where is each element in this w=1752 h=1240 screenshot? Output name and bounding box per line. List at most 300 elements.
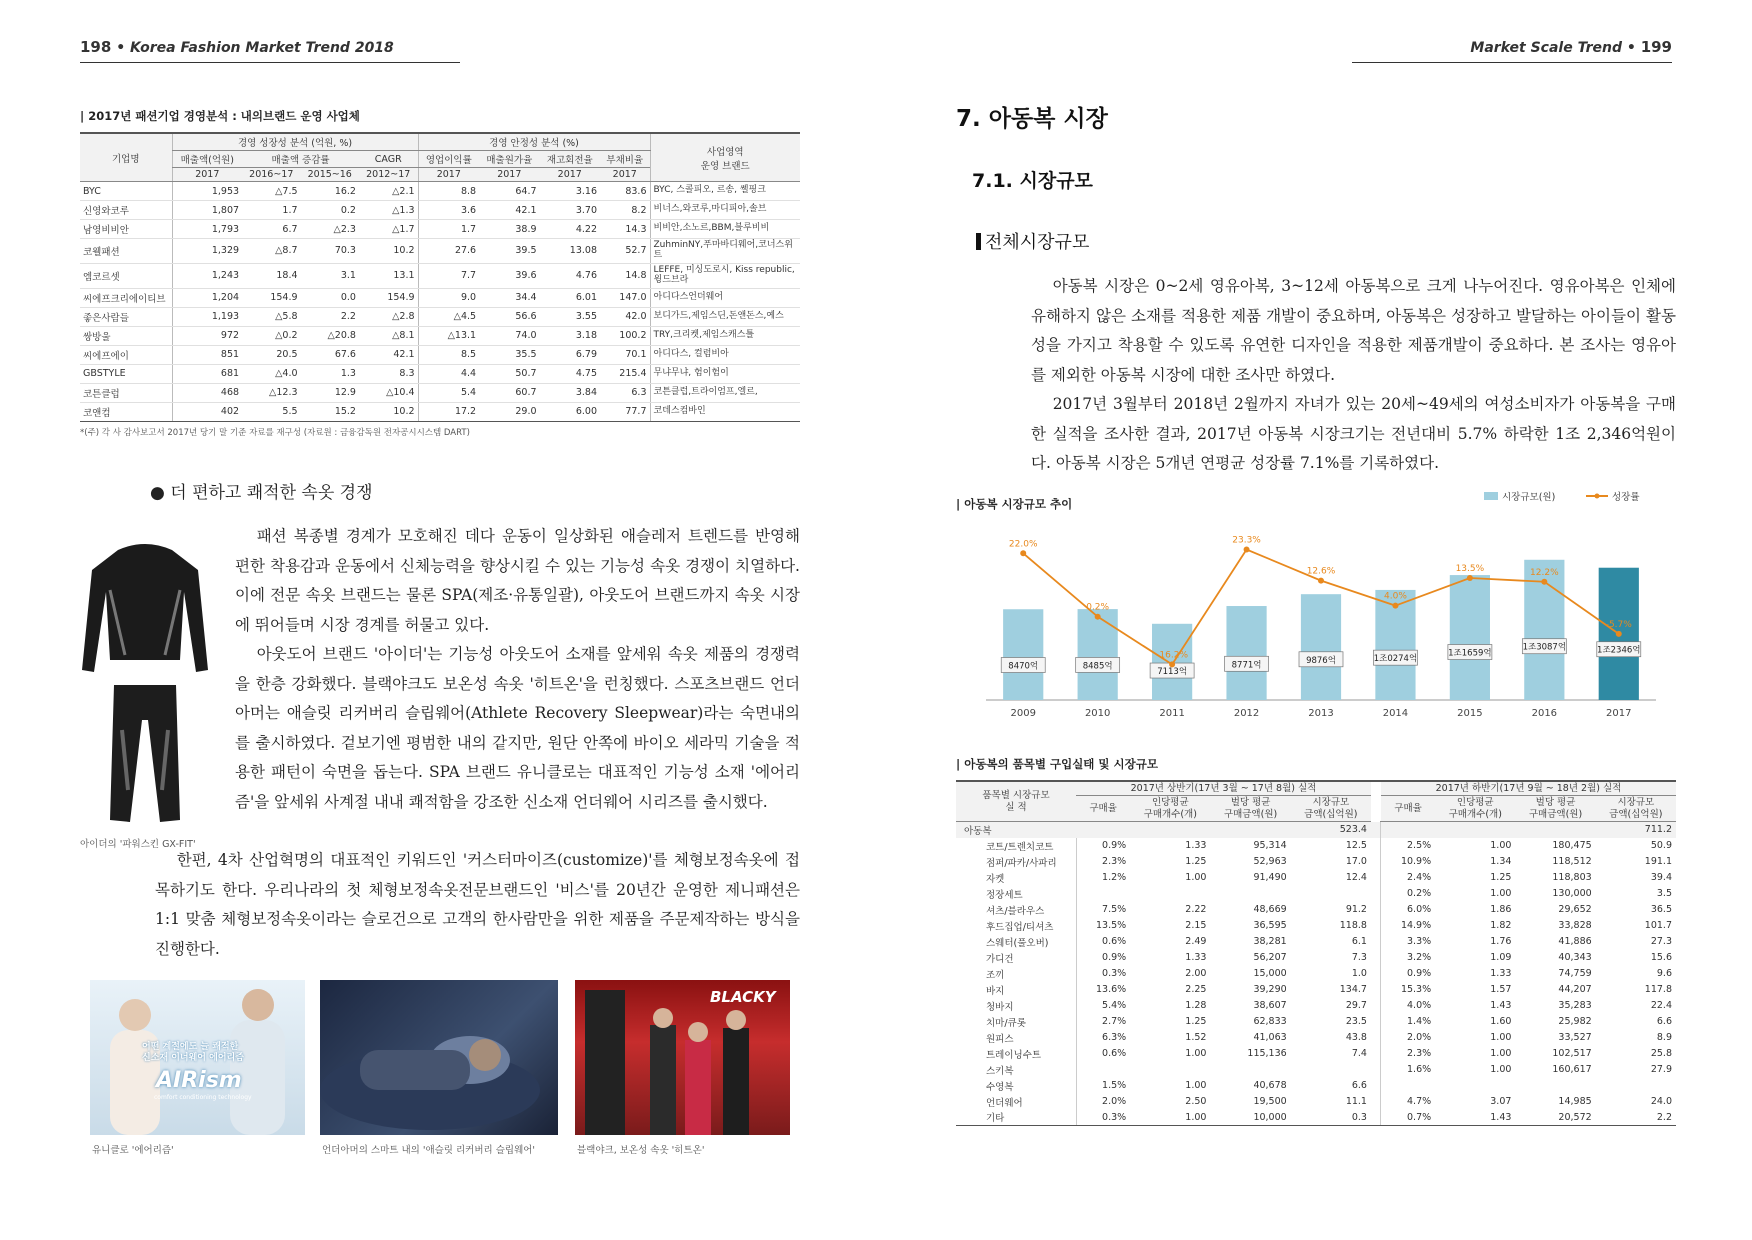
cell-a2: 14,985	[1558, 1096, 1592, 1108]
x-tick-label: 2009	[1010, 708, 1036, 719]
cell-op: 7.7	[418, 263, 479, 288]
right-page	[876, 0, 1752, 1240]
cell-g2: 67.6	[301, 345, 359, 364]
photo-caption: 언더아머의 스마트 내의 '애슬릿 리커버리 슬립웨어'	[322, 1145, 536, 1156]
bar	[1003, 609, 1043, 700]
table-row	[80, 307, 800, 326]
cell-item: 바지	[986, 985, 1005, 997]
growth-label: 0.2%	[1086, 602, 1110, 613]
cell-m1: 7.4	[1351, 1048, 1367, 1060]
th-inv-turnover: 재고회전율	[540, 151, 600, 168]
cell-op: 8.5	[418, 345, 479, 364]
cell-c1	[1130, 886, 1210, 902]
cell-cagr: △1.7	[359, 220, 418, 239]
cell-g1: △4.0	[242, 364, 300, 383]
cell-r2: 3.2%	[1381, 950, 1435, 966]
cell-a2: 180,475	[1552, 840, 1592, 852]
page-number: 199	[1640, 38, 1672, 56]
cell-sales: 681	[172, 364, 242, 383]
cell-r1: 1.5%	[1076, 1078, 1130, 1094]
cell-cost: 35.5	[479, 345, 539, 364]
cell-a2: 102,517	[1552, 1048, 1592, 1060]
small-title-text: 전체시장규모	[985, 232, 1090, 253]
cell-r2: 14.9%	[1381, 918, 1435, 934]
x-tick-label: 2011	[1159, 708, 1185, 719]
cell-a2: 33,828	[1558, 920, 1592, 932]
cell-r2: 4.7%	[1381, 1094, 1435, 1110]
cell-cost: 39.5	[479, 239, 539, 264]
cell-inv: 3.55	[540, 307, 600, 326]
cell-a2: 130,000	[1552, 888, 1592, 900]
cell-c1: 1.00	[1130, 1110, 1210, 1126]
table-row	[956, 982, 1676, 998]
cell-r1: 1.2%	[1076, 870, 1130, 886]
cell-g2: △2.3	[301, 220, 359, 239]
table-row	[80, 364, 800, 383]
cell-a2: 41,886	[1558, 936, 1592, 948]
cell-item: 스웨터(풀오버)	[986, 937, 1049, 949]
table-row	[80, 182, 800, 201]
cell-c1: 1.33	[1185, 952, 1207, 964]
cell-m1	[1291, 1062, 1371, 1078]
cell-debt: 6.3	[600, 383, 650, 402]
cell-item: 코트/트렌치코트	[986, 841, 1054, 853]
th-market: 시장규모 금액(십억원)	[1596, 796, 1676, 822]
gap	[1371, 1046, 1381, 1062]
cell-c2: 1.43	[1435, 1110, 1515, 1126]
subsection-title: 7.1. 시장규모	[972, 170, 1093, 192]
cell-a2: 40,343	[1558, 952, 1592, 964]
table-row	[956, 1062, 1676, 1078]
brand-company-table	[80, 132, 800, 422]
cell-a1: 115,136	[1247, 1048, 1287, 1060]
cell-item: 기타	[956, 1110, 1076, 1126]
growth-label: 4.0%	[1384, 591, 1407, 602]
running-header-right: Market Scale Trend • 199	[1352, 38, 1672, 63]
table-row	[956, 1110, 1676, 1126]
cell-r2: 1.4%	[1381, 1014, 1435, 1030]
bar	[1226, 606, 1266, 700]
th-year: 2017	[600, 168, 650, 182]
cell-a2: 20,572	[1515, 1110, 1595, 1126]
cell-a1: 56,207	[1253, 952, 1287, 964]
cell-c2	[1435, 1078, 1515, 1094]
cell-debt: 215.4	[600, 364, 650, 383]
market-size-chart	[956, 490, 1676, 730]
cell-item: 가디건	[986, 953, 1014, 965]
cell-item: 자켓	[986, 873, 1005, 885]
cell-cost: 29.0	[479, 402, 539, 421]
table-row	[80, 288, 800, 307]
cell-brands: 비너스,와코루,마디피아,솔브	[650, 201, 800, 220]
cell-sales: 1,953	[172, 182, 242, 201]
cell-c1: 1.00	[1185, 1048, 1207, 1060]
cell-a1: 36,595	[1253, 920, 1287, 932]
cell-op: 3.6	[418, 201, 479, 220]
cell-r1: 0.6%	[1076, 1046, 1130, 1062]
cell-m2: 101.7	[1644, 920, 1672, 932]
cell-r2: 6.0%	[1381, 902, 1435, 918]
cell-op: 5.4	[418, 383, 479, 402]
th-year: 2016~17	[242, 168, 300, 182]
cell-sales: 1,807	[172, 201, 242, 220]
cell-r1	[1076, 1062, 1130, 1078]
table-row	[956, 1014, 1676, 1030]
x-tick-label: 2015	[1457, 708, 1483, 719]
cell-item: 점퍼/파카/사파리	[986, 857, 1057, 869]
cell-a1: 15,000	[1253, 968, 1287, 980]
cell-m1: 1.0	[1351, 968, 1367, 980]
cell-debt: 14.3	[600, 220, 650, 239]
body-text-market	[1031, 272, 1676, 479]
cell-op: 17.2	[418, 402, 479, 421]
title-bar	[976, 233, 981, 250]
cell-a1: 41,063	[1253, 1032, 1287, 1044]
cell-company: 신영와코루	[80, 201, 172, 220]
th-sales: 매출액(억원)	[172, 151, 242, 168]
product-photo-powerskin	[80, 530, 210, 830]
cell-cost: 64.7	[479, 182, 539, 201]
cell-c2: 1.25	[1490, 872, 1512, 884]
cell-debt: 70.1	[600, 345, 650, 364]
cell-a1: 62,833	[1253, 1016, 1287, 1028]
cell-m2: 24.0	[1650, 1096, 1672, 1108]
body-text-athleisure	[235, 522, 800, 817]
table-row	[80, 263, 800, 288]
cell-brands: 비비안,소노르,BBM,블루비비	[650, 220, 800, 239]
cell-g2: 15.2	[301, 402, 359, 421]
cell-c1	[1130, 1062, 1210, 1078]
bar-label: 7113억	[1157, 667, 1188, 678]
table-caption: | 2017년 패션기업 경영분석 : 내의브랜드 운영 사업체	[80, 109, 360, 123]
cell-cost: 50.7	[479, 364, 539, 383]
cell-op: 4.4	[418, 364, 479, 383]
cell-company: GBSTYLE	[80, 364, 172, 383]
th-cagr: CAGR	[359, 151, 418, 168]
cell-c2: 1.33	[1490, 968, 1512, 980]
cell-c1: 2.22	[1185, 904, 1207, 916]
cell-debt: 8.2	[600, 201, 650, 220]
cell-item: 트레이닝수트	[986, 1049, 1042, 1061]
growth-label: 12.2%	[1530, 567, 1559, 578]
bar	[1078, 609, 1118, 700]
th-debt-ratio: 부채비율	[600, 151, 650, 168]
cell-a1: 19,500	[1253, 1096, 1287, 1108]
th-growth-group: 경영 성장성 분석 (억원, %)	[172, 133, 418, 151]
cell-op: 9.0	[418, 288, 479, 307]
cell-item: 셔츠/블라우스	[986, 905, 1045, 917]
growth-point	[1318, 578, 1324, 584]
th-year: 2017	[418, 168, 479, 182]
bar-label: 8470억	[1008, 661, 1039, 672]
th-avg-count: 인당평균 구매개수(개)	[1130, 796, 1210, 822]
gap	[1371, 902, 1381, 918]
cell-debt: 100.2	[600, 326, 650, 345]
gap	[1371, 966, 1381, 982]
cell-c2: 1.00	[1490, 840, 1512, 852]
cell-g2: 2.2	[301, 307, 359, 326]
cell-empty	[1435, 822, 1515, 838]
chart-caption: | 아동복 시장규모 추이	[956, 497, 1073, 511]
gap	[1371, 1094, 1381, 1110]
cell-m1: 7.3	[1351, 952, 1367, 964]
cell-a2: 44,207	[1558, 984, 1592, 996]
cell-c2: 1.00	[1490, 888, 1512, 900]
cell-g2: 1.3	[301, 364, 359, 383]
cell-empty	[1381, 822, 1435, 838]
photo-airism	[90, 980, 305, 1135]
cell-op: 8.8	[418, 182, 479, 201]
cell-m2: 39.4	[1650, 872, 1672, 884]
cell-company: 씨에프에이	[80, 345, 172, 364]
cell-debt: 14.8	[600, 263, 650, 288]
cell-r1: 2.3%	[1076, 854, 1130, 870]
th-year: 2017	[479, 168, 539, 182]
table-row	[956, 918, 1676, 934]
table-row	[80, 345, 800, 364]
gap	[1371, 1110, 1381, 1126]
x-tick-label: 2010	[1084, 708, 1111, 719]
table-row	[956, 998, 1676, 1014]
cell-debt: 147.0	[600, 288, 650, 307]
cell-m1: 523.4	[1291, 822, 1371, 838]
cell-inv: 13.08	[540, 239, 600, 264]
cell-cagr: 10.2	[359, 239, 418, 264]
table-row	[80, 239, 800, 264]
cell-cagr: △2.1	[359, 182, 418, 201]
cell-cost: 34.4	[479, 288, 539, 307]
th-h1: 2017년 상반기(17년 3월 ~ 17년 8월) 실적	[1076, 781, 1371, 796]
cell-r1: 2.0%	[1076, 1094, 1130, 1110]
growth-label: 22.0%	[1008, 539, 1038, 550]
cell-cagr: △2.8	[359, 307, 418, 326]
cell-r1: 0.3%	[1076, 966, 1130, 982]
cell-m2: 27.3	[1650, 936, 1672, 948]
cell-r2: 2.0%	[1381, 1030, 1435, 1046]
cell-inv: 3.18	[540, 326, 600, 345]
cell-c2: 1.00	[1490, 1032, 1512, 1044]
cell-a2: 118,512	[1552, 856, 1592, 868]
th-year: 2015~16	[301, 168, 359, 182]
cell-debt: 52.7	[600, 239, 650, 264]
cell-m2: 25.8	[1650, 1048, 1672, 1060]
cell-c1: 1.00	[1185, 1080, 1207, 1092]
cell-c1: 1.25	[1185, 1016, 1207, 1028]
cell-g1: △5.8	[242, 307, 300, 326]
cell-m2: 27.9	[1650, 1064, 1672, 1076]
table-row	[956, 950, 1676, 966]
th-h2: 2017년 하반기(17년 9월 ~ 18년 2월) 실적	[1381, 781, 1676, 796]
cell-a1: 39,290	[1253, 984, 1287, 996]
cell-item: 정장세트	[986, 889, 1023, 901]
cell-inv: 3.70	[540, 201, 600, 220]
cell-c1: 1.52	[1185, 1032, 1207, 1044]
cell-m2: 36.5	[1650, 904, 1672, 916]
cell-company: 코앤컴	[80, 402, 172, 421]
cell-company: 엠코르셋	[80, 263, 172, 288]
section-bullet-heading: ● 더 편하고 쾌적한 속옷 경쟁	[150, 483, 373, 503]
cell-a2: 160,617	[1552, 1064, 1592, 1076]
small-title	[976, 228, 1089, 254]
gap	[1371, 982, 1381, 998]
cell-cagr: △8.1	[359, 326, 418, 345]
cell-m1: 12.5	[1345, 840, 1367, 852]
cell-m2: 15.6	[1650, 952, 1672, 964]
paragraph: 한편, 4차 산업혁명의 대표적인 키워드인 '커스터마이즈(customize)'를 체형보정속옷에 접목하기도 한다. 우리나라의 첫 체형보정속옷전문브랜드인 '비스'를 20년간 운영한 제니패션은 1:1 맞춤 체형보정속옷이라는 슬로건으로 고객의 한사람만을 위한 제품을 주문제작하는 방식을 진행한다.	[155, 851, 800, 958]
legend-label: 시장규모(원)	[1502, 492, 1556, 503]
photo-sleepwear	[320, 980, 558, 1135]
cell-c2: 1.57	[1490, 984, 1512, 996]
cell-debt: 77.7	[600, 402, 650, 421]
cell-item: 치마/큐롯	[986, 1017, 1026, 1029]
cell-m2: 8.9	[1656, 1032, 1672, 1044]
gap	[1371, 934, 1381, 950]
cell-m1: 0.3	[1291, 1110, 1371, 1126]
table-note: *(주) 각 사 감사보고서 2017년 당기 말 기준 자료를 재구성 (자료원 : 금융감독원 전자공시시스템 DART)	[80, 428, 470, 438]
th-rate: 구매율	[1381, 796, 1435, 822]
bar-label: 1조2346억	[1597, 645, 1641, 656]
cell-m2	[1596, 1078, 1676, 1094]
cell-a2: 118,803	[1552, 872, 1592, 884]
cell-a1: 10,000	[1210, 1110, 1290, 1126]
cell-r2: 2.4%	[1381, 870, 1435, 886]
table-row	[956, 966, 1676, 982]
cell-a2	[1515, 1078, 1595, 1094]
cell-company: 좋은사람들	[80, 307, 172, 326]
gap	[1371, 1078, 1381, 1094]
cell-m1: 23.5	[1345, 1016, 1367, 1028]
cell-item: 조끼	[986, 969, 1005, 981]
cell-c2: 1.00	[1490, 1064, 1512, 1076]
bar-label: 1조0274억	[1373, 654, 1418, 665]
paragraph: 2017년 3월부터 2018년 2월까지 자녀가 있는 20세~49세의 여성소비자가 아동복을 구매한 실적을 조사한 결과, 2017년 아동복 시장크기는 전년대비 5.7% 하락한 1조 2,346억원이다. 아동복 시장은 5개년 연평균 성장률 7.1%를 기록하였다.	[1031, 395, 1676, 472]
cell-brands: 아디다스언더웨어	[650, 288, 800, 307]
cell-c2: 3.07	[1490, 1096, 1512, 1108]
cell-g1: 154.9	[242, 288, 300, 307]
growth-point	[1244, 546, 1250, 552]
cell-sales: 402	[172, 402, 242, 421]
cell-cost: 74.0	[479, 326, 539, 345]
cell-g1: 1.7	[242, 201, 300, 220]
gap	[1371, 1062, 1381, 1078]
gap	[1371, 918, 1381, 934]
th-stability-group: 경영 안정성 분석 (%)	[418, 133, 650, 151]
cell-a1: 38,281	[1253, 936, 1287, 948]
cell-r1: 0.9%	[1076, 838, 1130, 854]
cell-c1: 2.49	[1185, 936, 1207, 948]
growth-label: -5.7%	[1605, 619, 1632, 630]
cell-m2: 9.6	[1656, 968, 1672, 980]
cell-r1: 13.6%	[1076, 982, 1130, 998]
cell-m2: 191.1	[1644, 856, 1672, 868]
cell-r2: 2.3%	[1381, 1046, 1435, 1062]
cell-g2: 16.2	[301, 182, 359, 201]
table-caption: | 아동복의 품목별 구입실태 및 시장규모	[956, 757, 1158, 771]
cell-op: 27.6	[418, 239, 479, 264]
cell-brands: LEFFE, 미싱도로시, Kiss republic, 윙드브라	[650, 263, 800, 288]
cell-cagr: 13.1	[359, 263, 418, 288]
cell-empty	[1515, 822, 1595, 838]
cell-company: 코웰패션	[80, 239, 172, 264]
gap	[1371, 870, 1381, 886]
cell-company: 쌍방울	[80, 326, 172, 345]
bar-label: 8485억	[1082, 661, 1113, 672]
cell-item: 청바지	[986, 1001, 1014, 1013]
gap	[1371, 998, 1381, 1014]
cell-m1: 6.1	[1351, 936, 1367, 948]
cell-brands: BYC, 스콜피오, 르송, 쎌핑크	[650, 182, 800, 201]
cell-g1: △7.5	[242, 182, 300, 201]
cell-r1: 13.5%	[1076, 918, 1130, 934]
cell-m2: 6.6	[1656, 1016, 1672, 1028]
table-row	[956, 1078, 1676, 1094]
th-avg-count: 인당평균 구매개수(개)	[1435, 796, 1515, 822]
cell-a2: 74,759	[1558, 968, 1592, 980]
legend-label: 성장률	[1612, 492, 1640, 503]
cell-g1: △12.3	[242, 383, 300, 402]
cell-r1: 7.5%	[1076, 902, 1130, 918]
cell-cagr: △1.3	[359, 201, 418, 220]
x-tick-label: 2017	[1606, 708, 1632, 719]
cell-g1: 18.4	[242, 263, 300, 288]
cell-r2: 1.6%	[1381, 1062, 1435, 1078]
cell-cost: 56.6	[479, 307, 539, 326]
cell-sales: 851	[172, 345, 242, 364]
cell-sales: 1,193	[172, 307, 242, 326]
cell-a1: 91,490	[1253, 872, 1287, 884]
cell-g2: △20.8	[301, 326, 359, 345]
cell-r1: 0.3%	[1076, 1110, 1130, 1126]
cell-c2: 1.60	[1490, 1016, 1512, 1028]
cell-r2: 10.9%	[1381, 854, 1435, 870]
cell-r1: 0.6%	[1076, 934, 1130, 950]
cell-r2: 0.9%	[1381, 966, 1435, 982]
table-row	[956, 870, 1676, 886]
cell-a2: 33,527	[1558, 1032, 1592, 1044]
cell-cagr: 42.1	[359, 345, 418, 364]
table-row	[80, 402, 800, 421]
cell-r2: 3.3%	[1381, 934, 1435, 950]
cell-op: △4.5	[418, 307, 479, 326]
cell-m1: 6.6	[1351, 1080, 1367, 1092]
cell-m1: 118.8	[1339, 920, 1367, 932]
cell-sales: 1,329	[172, 239, 242, 264]
gap	[1371, 1030, 1381, 1046]
cell-a1: 52,963	[1253, 856, 1287, 868]
growth-point	[1095, 614, 1101, 620]
th-year: 2017	[172, 168, 242, 182]
cell-a1: 38,607	[1253, 1000, 1287, 1012]
page-number: 198	[80, 38, 112, 56]
cell-inv: 4.75	[540, 364, 600, 383]
cell-cagr: 8.3	[359, 364, 418, 383]
bar	[1301, 594, 1341, 700]
cell-item: 스키복	[986, 1065, 1014, 1077]
cell-c2: 1.34	[1490, 856, 1512, 868]
bar-label: 1조1659억	[1448, 648, 1492, 659]
cell-m2: 711.2	[1596, 822, 1676, 838]
th-row-head: 품목별 시장규모 실 적	[956, 781, 1076, 822]
cell-c2: 1.82	[1490, 920, 1512, 932]
cell-item: 후드집업/티셔츠	[986, 921, 1054, 933]
cell-c2: 1.86	[1490, 904, 1512, 916]
cell-m2: 2.2	[1596, 1110, 1676, 1126]
cell-inv: 3.84	[540, 383, 600, 402]
cell-a1: 40,678	[1253, 1080, 1287, 1092]
cell-m1: 12.4	[1345, 872, 1367, 884]
cell-g2: 3.1	[301, 263, 359, 288]
cell-inv: 4.76	[540, 263, 600, 288]
